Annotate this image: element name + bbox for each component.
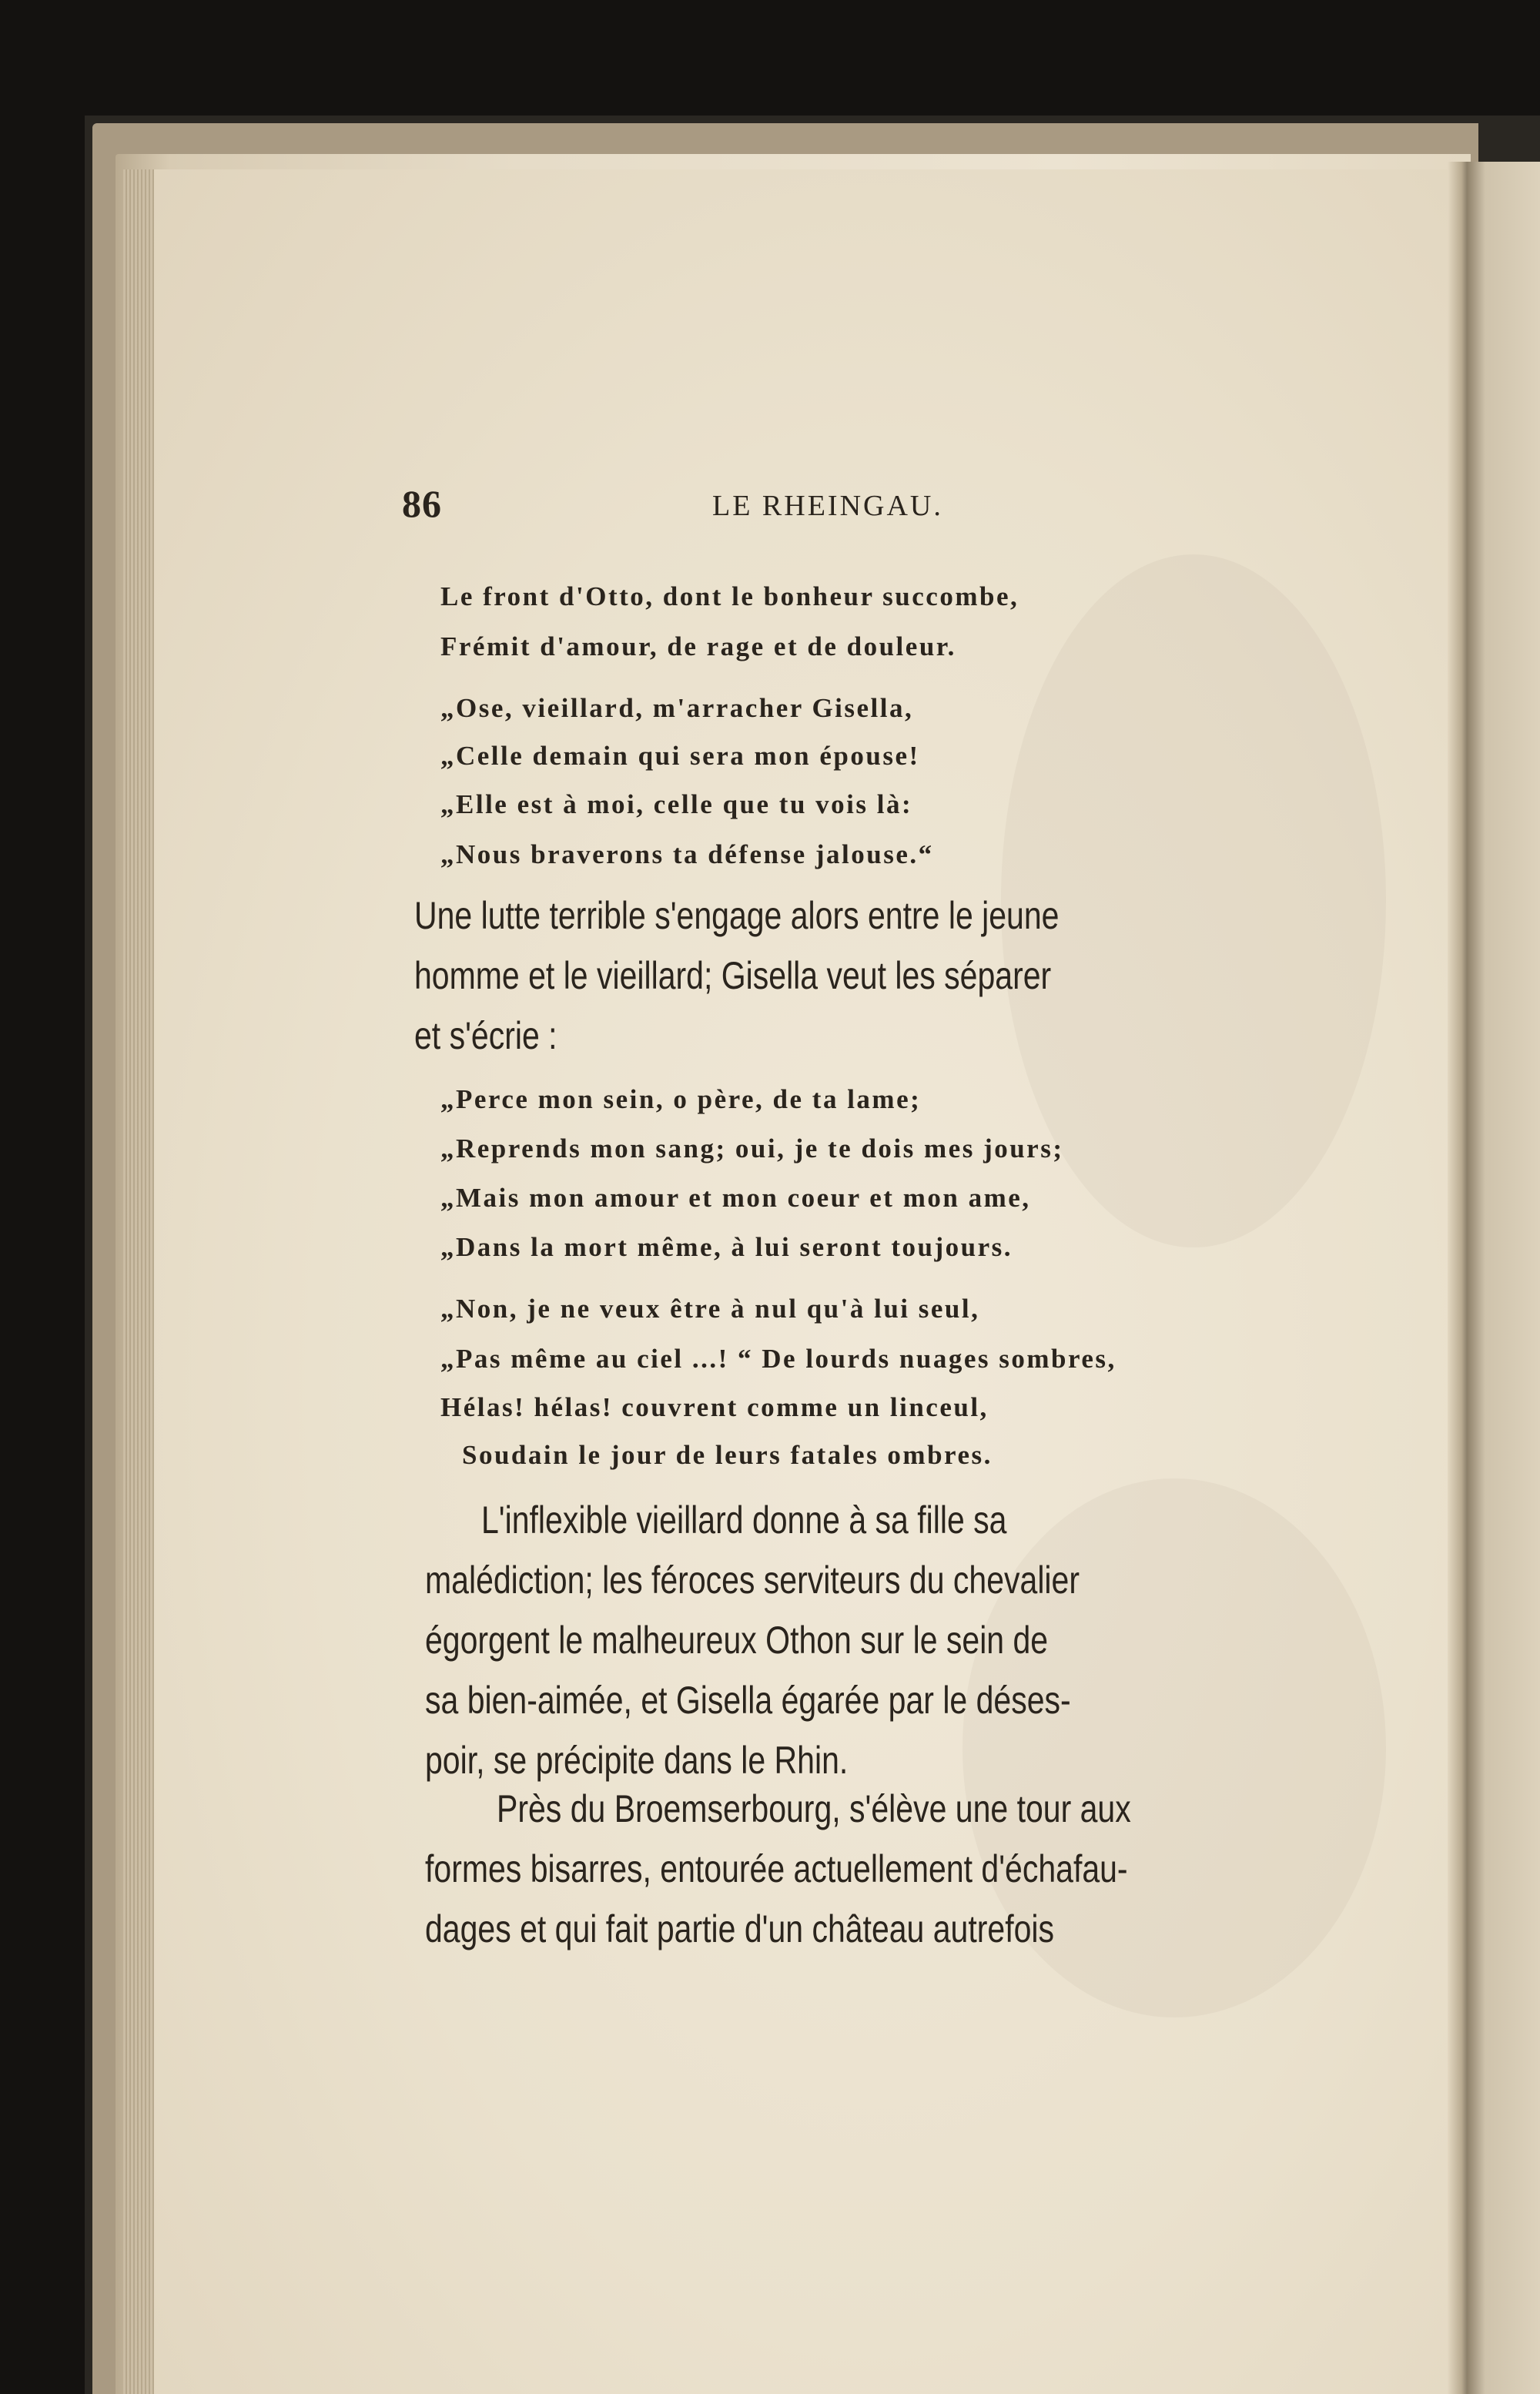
prose-line: L'inflexible vieillard donne à sa fille sa: [481, 1498, 1007, 1542]
verse-line: Le front d'Otto, dont le bonheur succombe,: [440, 581, 1019, 611]
prose-line: sa bien-aimée, et Gisella égarée par le déses-: [425, 1679, 1071, 1722]
page-number: 86: [402, 482, 442, 525]
running-title: LE RHEINGAU.: [712, 490, 943, 522]
verse-line: „Pas même au ciel ...! “ De lourds nuages sombres,: [440, 1344, 1116, 1374]
verse-line: Soudain le jour de leurs fatales ombres.: [462, 1440, 993, 1470]
verse-line: Hélas! hélas! couvrent comme un linceul,: [440, 1392, 989, 1422]
verse-line: „Celle demain qui sera mon épouse!: [440, 741, 920, 771]
prose-line: formes bisarres, entourée actuellement d'échafau-: [425, 1847, 1128, 1890]
prose-line: poir, se précipite dans le Rhin.: [425, 1739, 849, 1782]
verse-line: „Perce mon sein, o père, de ta lame;: [440, 1084, 922, 1114]
verse-line: „Mais mon amour et mon coeur et mon ame,: [440, 1183, 1031, 1213]
prose-line: et s'écrie :: [414, 1014, 557, 1057]
facing-page-edge: [1467, 162, 1540, 2394]
verse-line: „Dans la mort même, à lui seront toujours.: [440, 1232, 1013, 1262]
prose-line: égorgent le malheureux Othon sur le sein de: [425, 1619, 1049, 1662]
verse-line: Frémit d'amour, de rage et de douleur.: [440, 631, 956, 661]
prose-line: malédiction; les féroces serviteurs du chevalier: [425, 1559, 1080, 1602]
prose-line: dages et qui fait partie d'un château autrefois: [425, 1907, 1055, 1950]
verse-line: „Elle est à moi, celle que tu vois là:: [440, 789, 913, 819]
prose-line: Près du Broemserbourg, s'élève une tour aux: [497, 1787, 1131, 1830]
prose-line: Une lutte terrible s'engage alors entre le jeune: [414, 894, 1060, 937]
verse-line: „Non, je ne veux être à nul qu'à lui seul,: [440, 1294, 980, 1324]
page-edges: [123, 169, 158, 2394]
verse-line: „Reprends mon sang; oui, je te dois mes jours;: [440, 1133, 1064, 1164]
verse-line: „Nous braverons ta défense jalouse.“: [440, 839, 934, 869]
prose-line: homme et le vieillard; Gisella veut les séparer: [414, 954, 1052, 997]
verse-line: „Ose, vieillard, m'arracher Gisella,: [440, 693, 914, 723]
